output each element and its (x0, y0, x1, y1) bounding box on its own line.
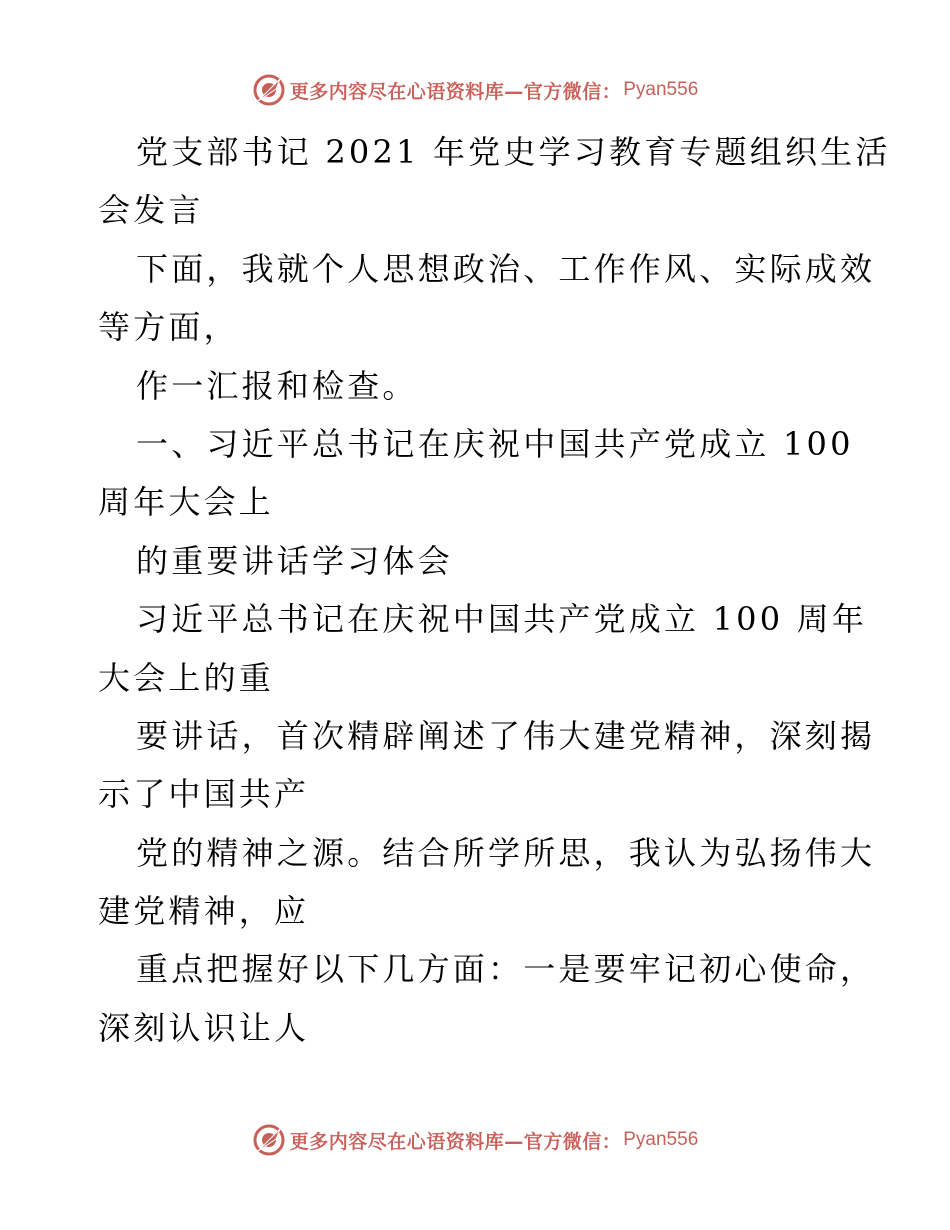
paragraph-line: 等方面， (98, 308, 239, 347)
paragraph-line: 建党精神，应 (98, 892, 310, 931)
footer-wechat-id: Pyan556 (623, 1129, 699, 1150)
title-line-2: 会发言 (98, 191, 204, 230)
paragraph-line: 深刻认识让人 (98, 1008, 310, 1047)
header-banner-text: 更多内容尽在心语资料库—官方微信： (289, 80, 622, 103)
paragraph-line: 下面，我就个人思想政治、工作作风、实际成效 (136, 249, 876, 288)
paragraph-line: 作一汇报和检查。 (136, 366, 418, 405)
quill-logo-icon (252, 1123, 286, 1157)
header-banner (0, 70, 950, 110)
section-heading-line: 的重要讲话学习体会 (136, 541, 453, 580)
section-heading-line: 周年大会上 (98, 483, 275, 522)
quill-logo-icon (252, 73, 286, 107)
paragraph-line: 党的精神之源。结合所学所思，我认为弘扬伟大 (136, 833, 876, 872)
footer-banner (0, 1120, 950, 1160)
document-body (98, 123, 891, 1057)
section-heading-line: 一、习近平总书记在庆祝中国共产党成立 100 (136, 424, 854, 463)
paragraph-line: 习近平总书记在庆祝中国共产党成立 100 周年 (136, 600, 868, 639)
paragraph-line: 示了中国共产 (98, 775, 310, 814)
footer-banner-text: 更多内容尽在心语资料库—官方微信： (289, 1130, 622, 1153)
paragraph-line: 大会上的重 (98, 658, 275, 697)
paragraph-line: 重点把握好以下几方面：一是要牢记初心使命， (136, 950, 876, 989)
paragraph-line: 要讲话，首次精辟阐述了伟大建党精神，深刻揭 (136, 716, 876, 755)
header-wechat-id: Pyan556 (623, 79, 699, 100)
title-line-1: 党支部书记 2021 年党史学习教育专题组织生活 (136, 133, 891, 171)
